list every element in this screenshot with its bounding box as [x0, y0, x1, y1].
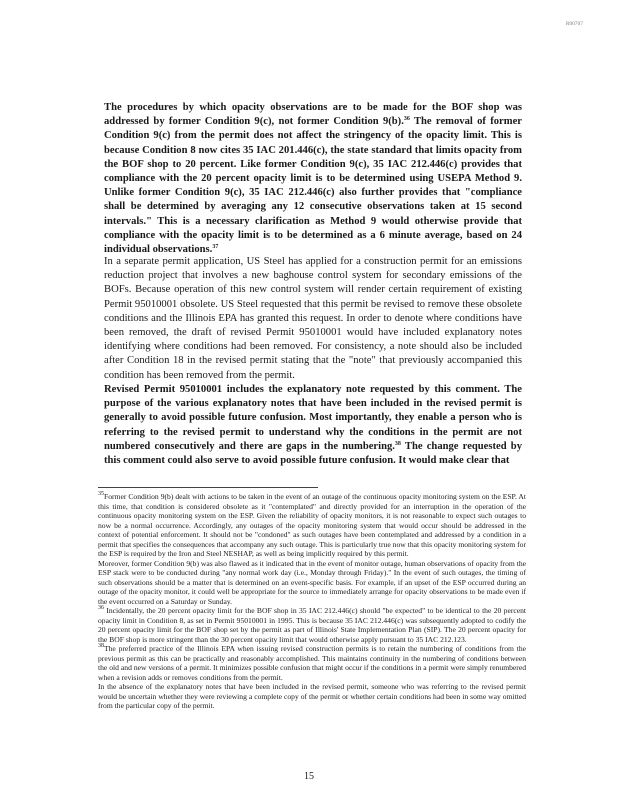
footnote-38 [98, 644, 526, 682]
footnote-text: In the absence of the explanatory notes that have been included in the revised permit, someone who was referring to the revised permit would be uncertain whether they were reviewing a complete copy of the permit or whether certain conditions had been in some way omitted from the particular copy of the permit. [98, 682, 526, 710]
page-number: 15 [304, 771, 314, 782]
footnote-number: 35 [98, 491, 104, 497]
footnote-text: The preferred practice of the Illinois EPA when issuing revised construction permits is to retain the numbering of conditions from the previous permit as this can be practically and reasonably accomplished. This maintains continuity in the numbering of conditions between the old and new versions of a permit. It minimizes possible confusion that might occur if the conditions in a permit were simply renumbered when a revision adds or removes conditions from the permit. [98, 644, 526, 682]
footnote-text: Former Condition 9(b) dealt with actions to be taken in the event of an outage of the continuous opacity monitoring system on the ESP. At this time, that condition is considered obsolete as it "contemplated" and directly provided for an interruption in the operation of the continuous opacity monitoring system on the ESP. Given the reliability of opacity monitors, it is not reasonable to expect such outages to now be a normal occurrence. Accordingly, any outages of the opacity monitoring system that would occur should be addressed in the context of potential enforcement. It should not be "condoned" as such outages have been contemplated and addressed by a condition in a permit that specifies the consequences that accompany any such outage. This is particularly true now that this opacity monitoring system for the ESP is required by the Iron and Steel NESHAP, as well as being implicitly required by this permit. [98, 492, 526, 558]
footnote-ref[interactable]: 38 [394, 440, 401, 447]
footnote-ref[interactable]: 37 [212, 244, 219, 251]
document-stamp: R00707 [566, 22, 584, 27]
footnote-38-continued [98, 682, 526, 711]
footnote-text: Moreover, former Condition 9(b) was also flawed as it indicated that in the event of monitor outage, human observations of opacity from the ESP stack were to be conducted during "any normal work day (i.e., Monday through Friday)." In the event of such outages, the timing of such observations should be a matter that is determined on an event-specific basis. For example, if an upset of the ESP occurred during an outage of the opacity monitor, it could well be appropriate for the source to immediately arrange for opacity observations to be made even if the event occurred on a Saturday or Sunday. [98, 558, 526, 606]
paragraph-opacity-procedures [104, 101, 522, 257]
footnote-number: 38 [98, 643, 104, 649]
footnote-number: 36 [98, 605, 104, 611]
paragraph-text-continued: The removal of former Condition 9(c) from the permit does not affect the stringency of the opacity limit. This is because Condition 8 now cites 35 IAC 201.446(c), the state standard that limits opacity from the BOF shop to 20 percent. Like former Condition 9(c), 35 IAC 212.446(c) provides that compliance with the 20 percent opacity limit is to be determined using USEPA Method 9. Unlike former Condition 9(c), 35 IAC 212.446(c) also further provides that "compliance shall be determined by averaging any 12 consecutive observations taken at 15 second intervals." This is a necessary clarification as Method 9 would otherwise provide that compliance with the opacity limit is to be determined as a 6 minute average, based on 24 individual observations. [104, 116, 522, 256]
paragraph-text-continued: The change requested by this comment could also serve to avoid possible future confusion. It would make clear that [104, 440, 522, 467]
paragraph-text: Revised Permit 95010001 includes the explanatory note requested by this comment. The purpose of the various explanatory notes that have been included in the revised permit is generally to avoid possible future confusion. Most importantly, they enable a person who is referring to the revised permit to understand why the conditions in the permit are not numbered consecutively and there are gaps in the numbering. [104, 384, 522, 452]
footnote-text: Incidentally, the 20 percent opacity limit for the BOF shop in 35 IAC 212.446(c) should "be expected" to be identical to the 20 percent opacity limit in Condition 8, as set in Permit 95010001 in 1995. This is because 35 IAC 212.446(c) was subsequently adopted to codify the 20 percent opacity limit for the BOF shop set by the permit as part of Illinois' State Implementation Plan (SIP). The 20 percent opacity for the BOF shop is more stringent than the 30 percent opacity limit that would otherwise apply pursuant to 35 IAC 212.123. [98, 606, 526, 644]
footnote-36 [98, 606, 526, 644]
footnote-35-continued [98, 559, 526, 607]
paragraph-revised-permit [104, 383, 522, 468]
footnote-separator [98, 487, 318, 488]
paragraph-separate-application: In a separate permit application, US Steel has applied for a construction permit for an emissions reduction project that involves a new baghouse control system for secondary emissions of the BOFs. Because operation of this new control system will render certain requirement of existing Permit 95010001 obsolete. US Steel requested that this permit be revised to remove these obsolete conditions and the Illinois EPA has granted this request. In order to denote where conditions have been removed, the draft of revised Permit 95010001 would have included explanatory notes identifying where conditions had been removed. For consistency, a note should also be included after Condition 18 in the revised permit stating that the "note" that previously accompanied this condition has been removed from the permit. [104, 256, 522, 381]
paragraph-text: The procedures by which opacity observations are to be made for the BOF shop was addressed by former Condition 9(c), not former Condition 9(b). [104, 102, 522, 128]
footnotes-section [98, 492, 526, 711]
footnote-ref[interactable]: 36 [403, 116, 410, 123]
footnote-35 [98, 492, 526, 559]
